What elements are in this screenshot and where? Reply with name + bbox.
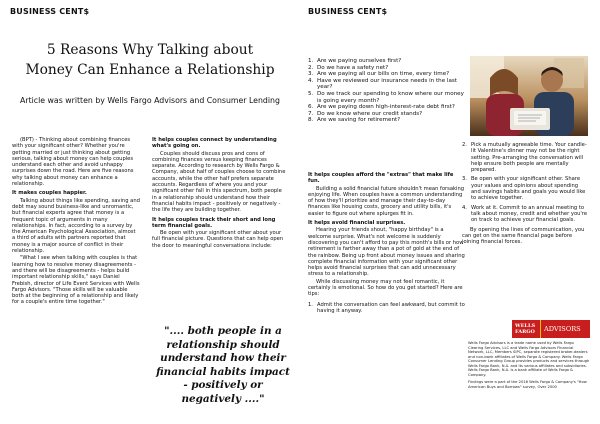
list-item: 2. Do we have a safety net? (308, 64, 389, 71)
intro-paragraph: (BPT) - Thinking about combining finances with your significant other? Whether you're getting married or just thinking about getting serious, talking about money can help couples understand each other and avoid unhappy surprises down the road. Here are five reasons why talking about money can enhance a relationship. (12, 137, 134, 188)
list-item: 6. Are we paying down high-interest-rate debt first? (308, 104, 455, 111)
question-list (308, 58, 464, 124)
title-line-2: Money Can Enhance a Relationship (25, 62, 275, 78)
list-item: 4. Have we reviewed our insurance needs in the last year? (308, 77, 457, 91)
right-page (300, 0, 600, 424)
logo-brand: WELLS FARGO (512, 320, 540, 338)
list-item: 3. Be open with your significant other. Share your values and opinions about spending and savings habits and goals you would like to achieve together. (462, 176, 586, 202)
paragraph: Be open with your significant other about your full financial picture. Questions that can help open the door to meaningful conversations include: (152, 230, 284, 249)
heading-extras: It helps couples afford the "extras" that make life fun. (308, 172, 454, 185)
heading-happier: It makes couples happier. (12, 190, 87, 197)
paragraph: "What I see when talking with couples is that learning how to resolve money disagreements - and there will be disagreements - helps build important relationship skills," says Daniel Frebish, director of Life Event Services with Wells Fargo Advisors. "Those skills will be valuable both at the beginning of a relationship and likely for a couple's entire time together." (12, 255, 140, 306)
list-item: 8. Are we saving for retirement? (308, 117, 401, 124)
list-item: 7. Do we know where our credit stands? (308, 110, 423, 117)
article-byline: Article was written by Wells Fargo Advisors and Consumer Lending (20, 96, 280, 105)
paragraph: Hearing your friends shout, "happy birthday" is a welcome surprise. What's not welcome is suddenly discovering you can't afford to pay this month's bills or how retirement is farther away than a pot of gold at the end of the rainbow. Being up front about money issues and sharing complete financial information with your significant other helps avoid financial surprises that can add unnecessary stress to a relationship. (308, 227, 465, 278)
paragraph: Talking about things like spending, saving and debt may sound business-like and unromantic, but financial experts agree that money is a frequent topic of arguments in many relationships. In fact, according to a survey by the American Psychological Association, almost a third of adults with partners reported that money is a major source of conflict in their relationship. (12, 197, 140, 255)
couple-photo-illustration (470, 56, 588, 136)
title-line-1: 5 Reasons Why Talking about (46, 42, 254, 58)
article-title (0, 40, 300, 80)
logo-advisors: ADVISORS (540, 320, 590, 338)
list-item: 1. Are we paying ourselves first? (308, 58, 402, 64)
tips-list (462, 142, 588, 224)
paragraph: Couples should discuss pros and cons of combining finances versus keeping finances separate. According to research by Wells Fargo & Company, about half of couples choose to combine accounts, while the other half prefers separate accounts. Regardless of where you and your significant other fall in this spectrum, both people in a relationship should understand how their financial habits impact - positively or negatively - the life they are building together. (152, 150, 286, 214)
list-item: 3. Are we paying all our bills on time, every time? (308, 71, 450, 78)
running-header: BUSINESS CENT$ (308, 7, 388, 16)
heading-connect: It helps couples connect by understanding what's going on. (152, 137, 277, 150)
running-header: BUSINESS CENT$ (10, 7, 90, 16)
couple-photo (470, 56, 588, 136)
heading-surprises: It helps avoid financial surprises. (308, 220, 406, 227)
list-item: 2. Pick a mutually agreeable time. Your candle-lit Valentine's dinner may not be the right setting. Pre-arranging the conversation will help ensure both people are mentally prepared. (462, 142, 587, 174)
closing-paragraph: By opening the lines of communication, you can get on the same financial page before joining financial forces. (462, 226, 585, 246)
wells-fargo-logo (512, 320, 590, 338)
paragraph: While discussing money may not feel romantic, it certainly is emotional. So how do you get started? Here are tips: (308, 278, 463, 298)
right-column-1 (308, 172, 466, 317)
wells-fargo-block (468, 320, 590, 389)
tips-list (308, 302, 466, 315)
disclosure-text: Wells Fargo Advisors is a trade name used by Wells Fargo Clearing Services, LLC and Wells Fargo Advisors Financial Network, LLC, Members SIPC, separate registered broker-dealers and non-bank affiliates of Wells Fargo & Company. Wells Fargo Consumer Lending Group provides products and services through Wells Fargo Bank, N.A. and its various affiliates and subsidiaries. Wells Fargo Bank, N.A. is a bank affiliate of Wells Fargo & Company. (468, 341, 590, 377)
left-column-2 (152, 137, 288, 250)
right-column-2 (462, 142, 588, 246)
left-column-1 (12, 137, 140, 307)
heading-goals: It helps couples track their short and long term financial goals. (152, 216, 276, 229)
list-item: 1. Admit the conversation can feel awkward, but commit to having it anyway. (308, 301, 465, 314)
pull-quote: ".... both people in a relationship should understand how their financial habits impact - positively or negatively ...." (156, 325, 290, 405)
list-item: 4. Work at it. Commit to an annual meeting to talk about money, credit and whether you're on track to achieve your financial goals. (462, 204, 588, 224)
footnote-text: Findings were a part of the 2016 Wells Fargo & Company's "How American Buys and Borrows" survey, Over 2000 (468, 380, 587, 389)
paragraph: Building a solid financial future shouldn't mean forsaking enjoying life. When couples have a common understanding of how they'll prioritize and manage their day-to-day finances like housing costs, grocery and utility bills, it's easier to figure out where splurges fit in. (308, 185, 465, 217)
list-item: 5. Do we track our spending to know where our money is going every month? (308, 90, 464, 104)
